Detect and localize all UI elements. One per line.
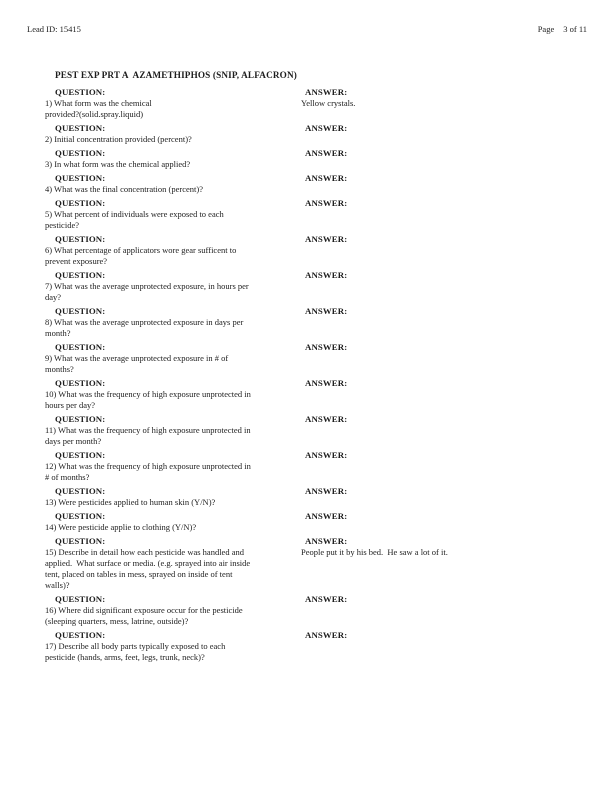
answer-label: ANSWER: [305,486,348,496]
question-text [45,497,295,508]
question-cell [45,378,301,411]
question-text [45,184,295,195]
question-line: (sleeping quarters, mess, latrine, outside)? [45,616,189,626]
question-text [45,98,295,120]
question-label: QUESTION: [55,378,106,388]
qa-row [45,342,593,375]
question-text [45,605,295,627]
answer-cell [301,486,593,508]
question-label: QUESTION: [55,270,106,280]
question-label: QUESTION: [55,173,106,183]
qa-row [45,594,593,627]
question-cell [45,270,301,303]
qa-row [45,630,593,663]
question-cell [45,123,301,145]
question-line: walls)? [45,580,70,590]
page-word: Page [537,24,555,34]
qa-row [45,234,593,267]
answer-cell [301,536,593,591]
question-label: QUESTION: [55,342,106,352]
question-text [45,245,295,267]
question-line: months? [45,364,74,374]
answer-cell [301,234,593,267]
question-line: 2) Initial concentration provided (percent)? [45,134,192,144]
question-text [45,134,295,145]
answer-label: ANSWER: [305,594,348,604]
question-text [45,281,295,303]
answer-label: ANSWER: [305,198,348,208]
question-text [45,353,295,375]
qa-row [45,87,593,120]
question-line: 3) In what form was the chemical applied? [45,159,191,169]
answer-label: ANSWER: [305,630,348,640]
question-label: QUESTION: [55,198,106,208]
qa-row [45,148,593,170]
question-line: day? [45,292,62,302]
question-line: applied. What surface or media. (e.g. sprayed into air inside [45,558,251,568]
qa-row [45,270,593,303]
question-line: 7) What was the average unprotected exposure, in hours per [45,281,249,291]
question-label: QUESTION: [55,234,106,244]
question-text [45,317,295,339]
qa-row [45,414,593,447]
answer-text: People put it by his bed. He saw a lot of it. [301,547,448,557]
question-line: prevent exposure? [45,256,108,266]
qa-row [45,511,593,533]
answer-label: ANSWER: [305,378,348,388]
question-cell [45,173,301,195]
question-label: QUESTION: [55,87,106,97]
qa-list [45,87,593,663]
lead-id: Lead ID: 15415 [27,24,81,34]
answer-cell [301,123,593,145]
page-title: PEST EXP PRT A AZAMETHIPHOS (SNIP, ALFACRON) [55,70,297,80]
answer-cell [301,198,593,231]
question-label: QUESTION: [55,306,106,316]
question-cell [45,630,301,663]
answer-cell [301,306,593,339]
qa-row [45,378,593,411]
answer-cell [301,270,593,303]
answer-cell [301,630,593,663]
page-number: 3 of 11 [563,24,587,34]
question-cell [45,198,301,231]
question-cell [45,486,301,508]
question-line: 8) What was the average unprotected exposure in days per [45,317,244,327]
qa-row [45,198,593,231]
question-cell [45,594,301,627]
answer-cell [301,594,593,627]
question-cell [45,234,301,267]
qa-row [45,486,593,508]
answer-cell [301,450,593,483]
question-line: 16) Where did significant exposure occur for the pesticide [45,605,243,615]
answer-label: ANSWER: [305,123,348,133]
question-cell [45,511,301,533]
question-line: 4) What was the final concentration (percent)? [45,184,203,194]
question-label: QUESTION: [55,148,106,158]
question-label: QUESTION: [55,594,106,604]
question-line: pesticide? [45,220,79,230]
question-text [45,641,295,663]
question-line: hours per day? [45,400,96,410]
answer-label: ANSWER: [305,270,348,280]
answer-label: ANSWER: [305,450,348,460]
question-line: 1) What form was the chemical [45,98,152,108]
answer-cell [301,414,593,447]
question-label: QUESTION: [55,450,106,460]
question-line: month? [45,328,71,338]
question-text [45,159,295,170]
qa-row [45,306,593,339]
answer-label: ANSWER: [305,306,348,316]
question-cell [45,306,301,339]
question-line: # of months? [45,472,90,482]
question-line: 13) Were pesticides applied to human skin (Y/N)? [45,497,216,507]
answer-cell [301,511,593,533]
question-text [45,209,295,231]
answer-label: ANSWER: [305,414,348,424]
answer-label: ANSWER: [305,234,348,244]
question-text [45,425,295,447]
answer-cell [301,148,593,170]
question-line: pesticide (hands, arms, feet, legs, trunk, neck)? [45,652,205,662]
question-label: QUESTION: [55,511,106,521]
qa-row [45,173,593,195]
question-label: QUESTION: [55,536,106,546]
question-line: 17) Describe all body parts typically exposed to each [45,641,226,651]
question-label: QUESTION: [55,414,106,424]
question-cell [45,342,301,375]
question-line: 15) Describe in detail how each pesticide was handled and [45,547,244,557]
question-label: QUESTION: [55,123,106,133]
answer-text: Yellow crystals. [301,98,356,108]
answer-label: ANSWER: [305,148,348,158]
answer-cell [301,378,593,411]
question-label: QUESTION: [55,486,106,496]
question-cell [45,536,301,591]
question-line: 5) What percent of individuals were exposed to each [45,209,224,219]
question-line: 6) What percentage of applicators wore gear sufficent to [45,245,237,255]
answer-label: ANSWER: [305,173,348,183]
answer-label: ANSWER: [305,536,348,546]
question-text [45,389,295,411]
form-content [45,69,593,666]
question-text [45,461,295,483]
question-line: 14) Were pesticide applie to clothing (Y/N)? [45,522,197,532]
answer-label: ANSWER: [305,342,348,352]
question-line: days per month? [45,436,102,446]
page-indicator [538,24,587,35]
question-line: 9) What was the average unprotected exposure in # of [45,353,229,363]
answer-cell [301,342,593,375]
qa-row [45,536,593,591]
question-cell [45,414,301,447]
question-text [45,547,295,591]
answer-label: ANSWER: [305,87,348,97]
answer-cell [301,87,593,120]
question-line: provided?(solid.spray.liquid) [45,109,144,119]
answer-label: ANSWER: [305,511,348,521]
question-cell [45,87,301,120]
question-label: QUESTION: [55,630,106,640]
question-cell [45,148,301,170]
question-cell [45,450,301,483]
question-line: 10) What was the frequency of high exposure unprotected in [45,389,251,399]
question-line: 11) What was the frequency of high exposure unprotected in [45,425,251,435]
question-line: 12) What was the frequency of high exposure unprotected in [45,461,251,471]
question-text [45,522,295,533]
qa-row [45,123,593,145]
question-line: tent, placed on tables in mess, sprayed on inside of tent [45,569,233,579]
page-header [27,24,587,35]
qa-row [45,450,593,483]
answer-cell [301,173,593,195]
